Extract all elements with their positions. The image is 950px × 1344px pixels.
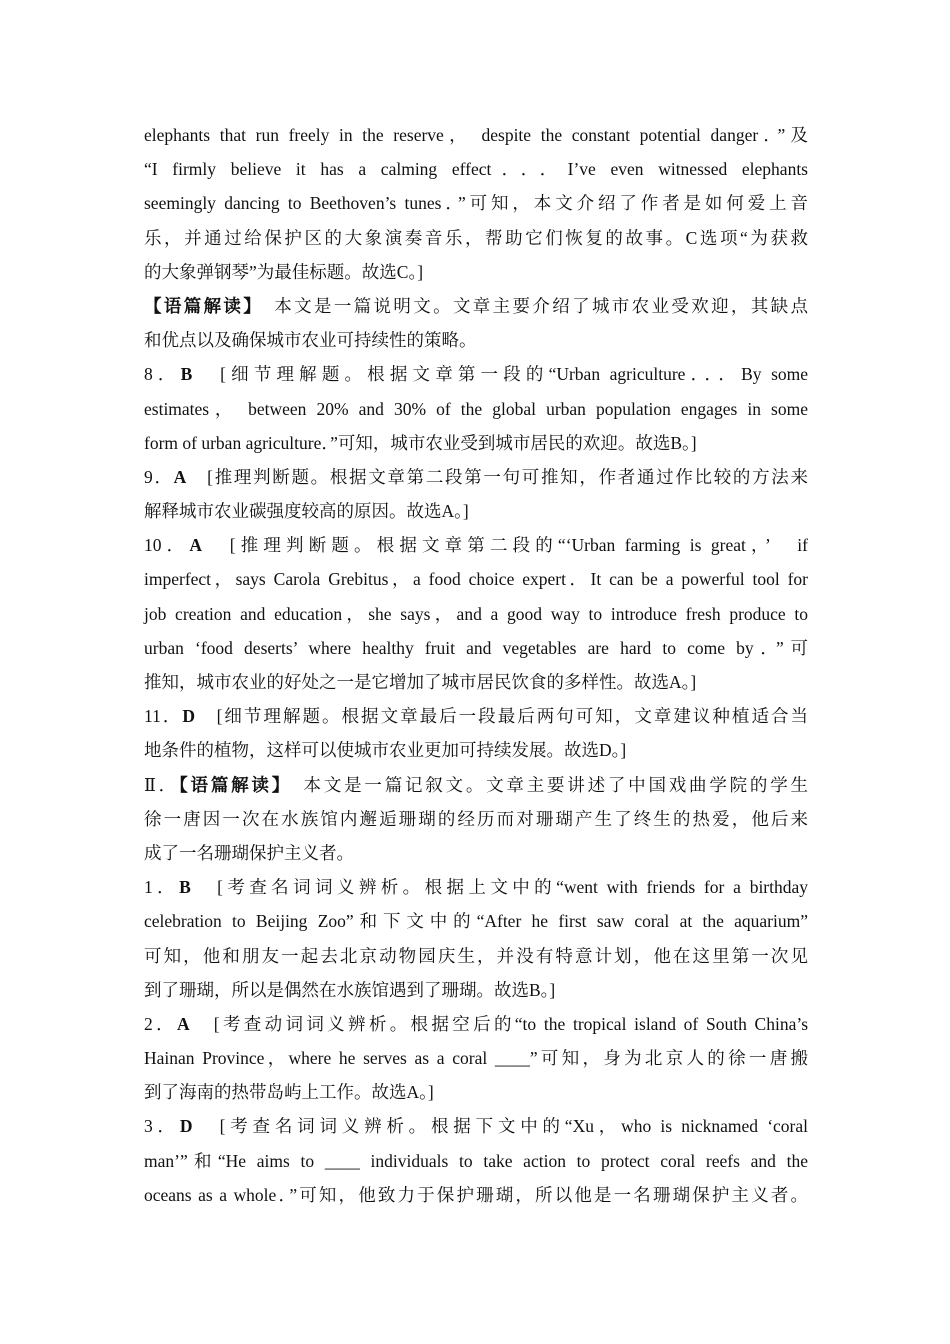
document-page <box>144 118 808 1212</box>
answer-letter: B <box>180 364 193 385</box>
answer-explanation: [考查名词词义辨析。根据上文中的“went with friends for a birthday <box>190 877 809 898</box>
answer-line <box>144 699 808 733</box>
answer-letter: D <box>182 706 196 727</box>
text-line: 到了珊瑚，所以是偶然在水族馆遇到了珊瑚。故选B。] <box>144 979 556 1000</box>
passage-text: 本文是一篇说明文。文章主要介绍了城市农业受欢迎，其缺点 <box>254 295 809 316</box>
question-number: 3． <box>144 1116 180 1137</box>
passage-tag: 【语篇解读】 <box>144 295 255 316</box>
answer-line <box>144 357 808 391</box>
answer-letter: B <box>179 877 191 898</box>
text-line: 推知，城市农业的好处之一是它增加了城市居民饮食的多样性。故选A。] <box>144 672 697 692</box>
answer-line <box>144 528 808 562</box>
answer-explanation: [细节理解题。根据文章第一段的“Urban agriculture．．．By some <box>192 364 809 385</box>
text-line: 到了海南的热带岛屿上工作。故选A。] <box>144 1082 434 1103</box>
text-line: 地条件的植物，这样可以使城市农业更加可持续发展。故选D。] <box>144 740 627 761</box>
answer-explanation: [考查名词词义辨析。根据下文中的“Xu，who is nicknamed ‘coral <box>192 1116 808 1137</box>
text-line: elephants that run freely in the reserve， despite the constant potential danger．”及 <box>144 125 808 145</box>
question-number: 8． <box>144 364 181 385</box>
section-heading-line <box>144 768 808 802</box>
text-line: 和优点以及确保城市农业可持续性的策略。 <box>144 330 477 351</box>
question-number: 11． <box>144 706 183 727</box>
text-line: 徐一唐因一次在水族馆内邂逅珊瑚的经历而对珊瑚产生了终生的热爱，他后来 <box>144 808 808 829</box>
answer-explanation: [细节理解题。根据文章最后一段最后两句可知，文章建议种植适合当 <box>195 706 808 727</box>
question-number: 9． <box>144 466 174 487</box>
text-line: 的大象弹钢琴”为最佳标题。故选C。] <box>144 261 424 282</box>
answer-letter: A <box>173 466 187 487</box>
text-line: 乐，并通过给保护区的大象演奏音乐，帮助它们恢复的故事。C选项“为获救 <box>144 227 808 248</box>
answer-line <box>144 1007 808 1041</box>
text-line: form of urban agriculture．”可知，城市农业受到城市居民的欢迎。故选B。] <box>144 432 697 453</box>
text-line: 可知，他和朋友一起去北京动物园庆生，并没有特意计划，他在这里第一次见 <box>144 945 808 966</box>
question-number: 1． <box>144 877 180 898</box>
question-number: 2． <box>144 1013 177 1034</box>
text-line: man’”和“He aims to ____ individuals to take action to protect coral reefs and the <box>144 1150 808 1171</box>
text-line: estimates， between 20% and 30% of the global urban population engages in some <box>144 398 808 419</box>
section-number: Ⅱ． <box>144 774 179 795</box>
text-line: “I firmly believe it has a calming effect．．．I’ve even witnessed elephants <box>144 159 808 180</box>
answer-line <box>144 1109 808 1143</box>
answer-letter: A <box>176 1013 190 1034</box>
passage-tag: 【语篇解读】 <box>178 774 284 795</box>
text-line: urban ‘food deserts’ where healthy fruit and vegetables are hard to come by．”可 <box>144 637 808 658</box>
answer-line <box>144 870 808 904</box>
answer-line <box>144 460 808 494</box>
answer-explanation: [考查动词词义辨析。根据空后的“to the tropical island of South China’s <box>189 1013 809 1034</box>
text-line: job creation and education，she says，and a good way to introduce fresh produce to <box>144 603 808 624</box>
answer-explanation: [推理判断题。根据文章第二段第一句可推知，作者通过作比较的方法来 <box>186 466 809 487</box>
text-line: 解释城市农业碳强度较高的原因。故选A。] <box>144 501 469 522</box>
passage-text: 本文是一篇记叙文。文章主要讲述了中国戏曲学院的学生 <box>283 774 809 795</box>
text-line: oceans as a whole．”可知，他致力于保护珊瑚，所以他是一名珊瑚保护主义者。 <box>144 1184 808 1205</box>
text-line: seemingly dancing to Beethoven’s tunes．”可知，本文介绍了作者是如何爱上音 <box>144 193 808 214</box>
passage-reading-line <box>144 289 808 323</box>
text-line: celebration to Beijing Zoo”和下文中的“After he first saw coral at the aquarium” <box>144 911 808 932</box>
text-line: 成了一名珊瑚保护主义者。 <box>144 842 354 863</box>
text-line: Hainan Province，where he serves as a coral ____”可知，身为北京人的徐一唐搬 <box>144 1048 808 1069</box>
answer-letter: A <box>189 535 202 556</box>
answer-letter: D <box>179 1116 193 1137</box>
answer-explanation: [推理判断题。根据文章第二段的“‘Urban farming is great，’ if <box>201 535 808 556</box>
question-number: 10． <box>144 535 190 556</box>
text-line: imperfect，says Carola Grebitus，a food choice expert．It can be a powerful tool for <box>144 569 808 590</box>
